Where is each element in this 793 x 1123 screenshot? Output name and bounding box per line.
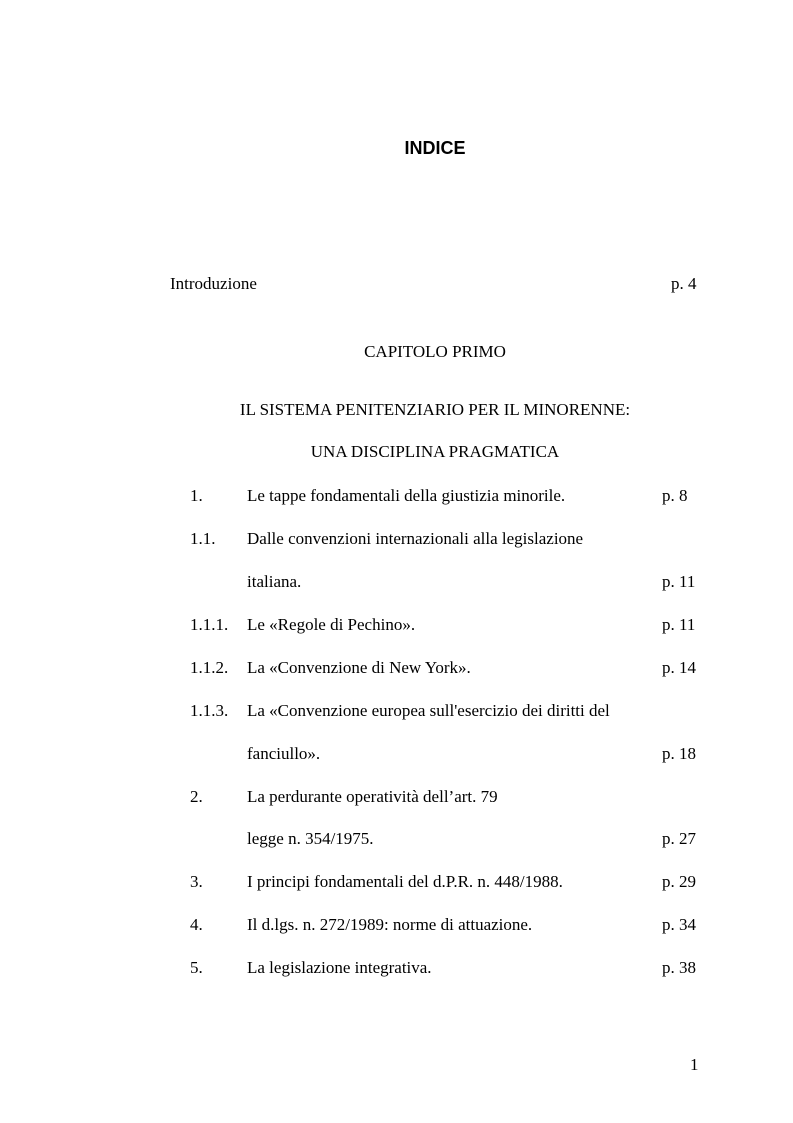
toc-entry-text: Il d.lgs. n. 272/1989: norme di attuazione. — [247, 915, 533, 934]
toc-entry-page: p. 11 — [662, 615, 696, 634]
toc-entry-number: 1. — [190, 486, 203, 505]
toc-entry-text: La «Convenzione di New York». — [247, 658, 471, 677]
toc-entry-number: 5. — [190, 958, 203, 977]
toc-entry-text: La «Convenzione europea sull'esercizio dei diritti del — [247, 701, 610, 720]
intro-page: p. 4 — [671, 274, 697, 293]
toc-entry-number: 3. — [190, 872, 203, 891]
intro-label: Introduzione — [170, 274, 257, 293]
toc-entry-number: 2. — [190, 787, 203, 806]
toc-entry-text: Le «Regole di Pechino». — [247, 615, 416, 634]
toc-entry-text: Dalle convenzioni internazionali alla legislazione — [247, 529, 584, 548]
chapter-heading-line1: IL SISTEMA PENITENZIARIO PER IL MINORENNE: — [239, 400, 631, 419]
toc-entry-number: 1.1.2. — [190, 658, 229, 677]
toc-entry-page: p. 29 — [662, 872, 696, 891]
toc-entry-page: p. 34 — [662, 915, 696, 934]
toc-entry-text-continued: legge n. 354/1975. — [247, 829, 374, 848]
toc-entry-number: 4. — [190, 915, 203, 934]
toc-entry-text: La perdurante operatività dell’art. 79 — [247, 787, 498, 806]
page-number: 1 — [690, 1055, 699, 1074]
toc-entry-text-continued: fanciullo». — [247, 744, 321, 763]
toc-entry-number: 1.1.3. — [190, 701, 229, 720]
toc-entry-text: Le tappe fondamentali della giustizia minorile. — [247, 486, 566, 505]
toc-entry-number: 1.1. — [190, 529, 216, 548]
toc-entry-page: p. 11 — [662, 572, 696, 591]
page-title: INDICE — [404, 138, 466, 158]
chapter-label: CAPITOLO PRIMO — [364, 342, 506, 361]
toc-entry-text: I principi fondamentali del d.P.R. n. 448/1988. — [247, 872, 563, 891]
toc-entry-page: p. 14 — [662, 658, 696, 677]
toc-entry-text: La legislazione integrativa. — [247, 958, 432, 977]
toc-entry-page: p. 8 — [662, 486, 688, 505]
toc-entry-page: p. 27 — [662, 829, 696, 848]
chapter-heading-line2: UNA DISCIPLINA PRAGMATICA — [310, 442, 560, 461]
toc-entry-text-continued: italiana. — [247, 572, 302, 591]
toc-entry-number: 1.1.1. — [190, 615, 229, 634]
toc-entry-page: p. 38 — [662, 958, 696, 977]
toc-entry-page: p. 18 — [662, 744, 696, 763]
